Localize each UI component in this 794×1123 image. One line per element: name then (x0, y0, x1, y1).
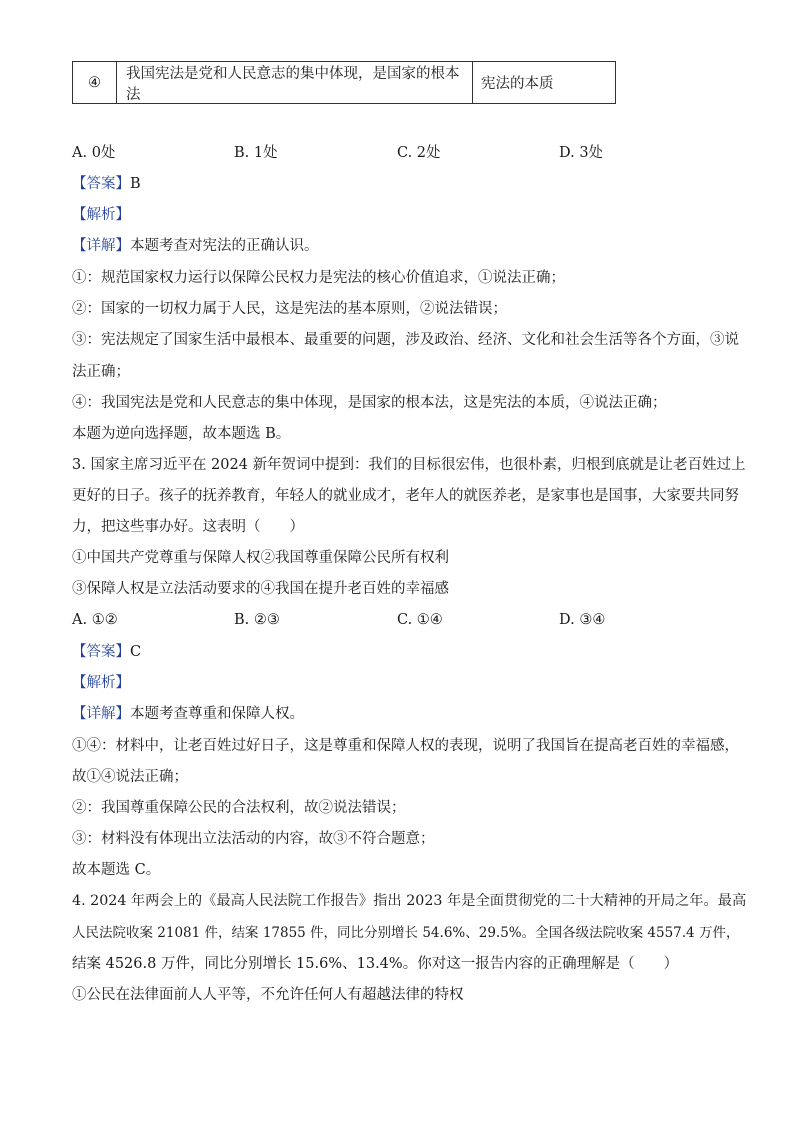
q3-option-c: C. ①④ (397, 612, 443, 628)
q2-option-a: A. 0处 (72, 145, 116, 161)
q2-line: 本题为逆向选择题，故本题选 B。 (72, 426, 291, 442)
q3-stem-line: 更好的日子。孩子的抚养教育，年轻人的就业成才，老年人的就医养老，是家事也是国事，大家要共同努 (72, 488, 739, 504)
q3-line: ②：我国尊重保障公民的合法权利，故②说法错误； (72, 800, 406, 816)
q4-statement: ①公民在法律面前人人平等，不允许任何人有超越法律的特权 (72, 987, 464, 1003)
q2-line: ④：我国宪法是党和人民意志的集中体现，是国家的根本法，这是宪法的本质，④说法正确； (72, 395, 667, 411)
row-number: ④ (73, 62, 117, 103)
q4-stem-line: 结案 4526.8 万件，同比分别增长 15.6%、13.4%。你对这一报告内容的正确理解是（ ） (72, 956, 679, 972)
q3-line: ③：材料没有体现出立法活动的内容，故③不符合题意； (72, 831, 435, 847)
q2-options (72, 143, 722, 163)
q3-analysis-tag: 【解析】 (72, 675, 130, 691)
q3-answer (72, 642, 141, 662)
q3-stem-line: 3. 国家主席习近平在 2024 新年贺词中提到：我们的目标很宏伟，也很朴素，归根到底就是让老百姓过上 (72, 457, 746, 473)
row-content: 我国宪法是党和人民意志的集中体现，是国家的根本法 (117, 62, 473, 103)
q3-line: 故①④说法正确； (72, 769, 188, 785)
answer-value: B (130, 176, 141, 192)
q3-option-a: A. ①② (72, 612, 118, 628)
q3-statement: ①中国共产党尊重与保障人权②我国尊重保障公民所有权利 (72, 550, 449, 566)
q3-option-d: D. ③④ (559, 612, 606, 628)
row-category: 宪法的本质 (481, 76, 554, 92)
answer-value: C (130, 644, 142, 660)
q3-stem-line: 力，把这些事办好。这表明（ ） (72, 519, 304, 535)
answer-tag: 【答案】 (72, 176, 130, 192)
q3-line: 故本题选 C。 (72, 862, 161, 878)
q4-stem-line: 4. 2024 年两会上的《最高人民法院工作报告》指出 2023 年是全面贯彻党的二十大精神的开局之年。最高 (72, 893, 747, 909)
q2-line: 法正确； (72, 364, 130, 380)
q2-option-d: D. 3处 (559, 145, 604, 161)
q4-stem-line: 人民法院收案 21081 件，结案 17855 件，同比分别增长 54.6%、29.5%。全国各级法院收案 4557.4 万件， (72, 925, 740, 941)
q2-analysis-tag: 【解析】 (72, 207, 130, 223)
q3-detail: 【详解】本题考查尊重和保障人权。 (72, 706, 304, 722)
q2-detail: 【详解】本题考查对宪法的正确认识。 (72, 238, 319, 254)
q2-line: ③：宪法规定了国家生活中最根本、最重要的问题，涉及政治、经济、文化和社会生活等各个方面，③说 (72, 332, 739, 348)
detail-tag: 【详解】 (72, 238, 130, 254)
q2-option-b: B. 1处 (234, 145, 278, 161)
q2-option-c: C. 2处 (397, 145, 441, 161)
q2-answer (72, 174, 141, 194)
q3-option-b: B. ②③ (234, 612, 280, 628)
q3-options (72, 610, 722, 630)
q2-line: ②：国家的一切权力属于人民，这是宪法的基本原则，②说法错误； (72, 301, 507, 317)
table-row (72, 61, 616, 104)
q3-line: ①④：材料中，让老百姓过好日子，这是尊重和保障人权的表现，说明了我国旨在提高老百姓的幸福感， (72, 738, 739, 754)
answer-tag: 【答案】 (72, 644, 130, 660)
q3-statement: ③保障人权是立法活动要求的④我国在提升老百姓的幸福感 (72, 581, 449, 597)
q2-line: ①：规范国家权力运行以保障公民权力是宪法的核心价值追求，①说法正确； (72, 270, 565, 286)
detail-tag: 【详解】 (72, 706, 130, 722)
